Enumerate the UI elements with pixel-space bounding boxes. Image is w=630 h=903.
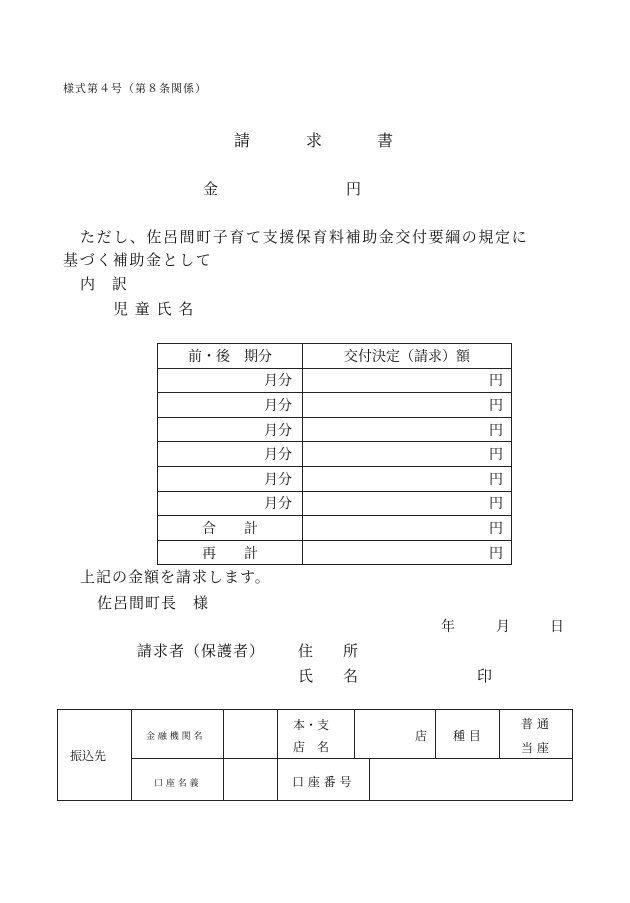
yen-cell[interactable]: 円 [303,491,512,516]
table-header-row [158,344,512,369]
total-yen-cell[interactable]: 円 [303,516,512,541]
account-number-input[interactable] [370,759,572,800]
title-char-2: 求 [306,131,323,150]
account-type-current[interactable]: 当 座 [521,741,549,755]
total-label: 合 計 [158,516,303,541]
date-month[interactable]: 月 [496,619,510,635]
yen-cell[interactable]: 円 [303,466,512,491]
table-row [158,491,512,516]
name-label[interactable]: 氏 名 [298,667,359,685]
transfer-to-label: 振込先 [70,749,107,763]
yen-cell[interactable]: 円 [303,393,512,418]
month-cell[interactable]: 月分 [158,491,303,516]
yen-cell[interactable]: 円 [303,442,512,467]
title-char-3: 書 [377,131,394,150]
account-holder-input[interactable] [224,759,277,800]
header-period: 前・後 期分 [158,344,303,369]
header-amount: 交付決定（請求）額 [303,344,512,369]
claimant-label: 請求者（保護者） [137,642,266,660]
request-statement: 上記の金額を請求します。 [80,568,271,586]
table-row [158,442,512,467]
institution-label: 金 融 機 関 名 [146,732,203,742]
date-year[interactable]: 年 [441,619,455,635]
account-holder-label: 口 座 名 義 [154,779,199,789]
institution-input[interactable] [224,710,277,758]
shop-label[interactable]: 店 [415,729,428,743]
account-type-ordinary[interactable]: 普 通 [521,717,549,731]
addressee: 佐呂間町長 様 [97,594,210,612]
date-day[interactable]: 日 [550,619,564,635]
amount-suffix: 円 [346,180,362,198]
table-row [158,393,512,418]
address-label[interactable]: 住 所 [298,642,359,660]
yen-cell[interactable]: 円 [303,368,512,393]
month-cell[interactable]: 月分 [158,442,303,467]
month-cell[interactable]: 月分 [158,368,303,393]
child-name-label: 児 童 氏 名 [113,300,195,318]
recount-row [158,540,512,565]
recount-label: 再 計 [158,540,303,565]
month-cell[interactable]: 月分 [158,417,303,442]
breakdown-label: 内 訳 [80,275,129,293]
table-row [158,466,512,491]
form-number: 様式第４号（第８条関係） [63,82,207,95]
branch-label-line1: 本・支 [293,718,330,732]
table-row [158,368,512,393]
month-cell[interactable]: 月分 [158,393,303,418]
bank-transfer-box [57,709,573,801]
period-amount-table [157,343,512,565]
amount-prefix: 金 [203,180,219,198]
table-row [158,417,512,442]
account-number-label: 口 座 番 号 [292,775,352,789]
recount-yen-cell[interactable]: 円 [303,540,512,565]
branch-label-line2: 店 名 [293,740,330,754]
purpose-line-1: ただし、佐呂間町子育て支援保育料補助金交付要綱の規定に [80,228,529,246]
month-cell[interactable]: 月分 [158,466,303,491]
yen-cell[interactable]: 円 [303,417,512,442]
title-char-1: 請 [234,131,251,150]
purpose-line-2: 基づく補助金として [63,251,213,269]
account-type-label: 種 目 [453,729,481,743]
total-row [158,516,512,541]
seal-label: 印 [477,667,493,685]
